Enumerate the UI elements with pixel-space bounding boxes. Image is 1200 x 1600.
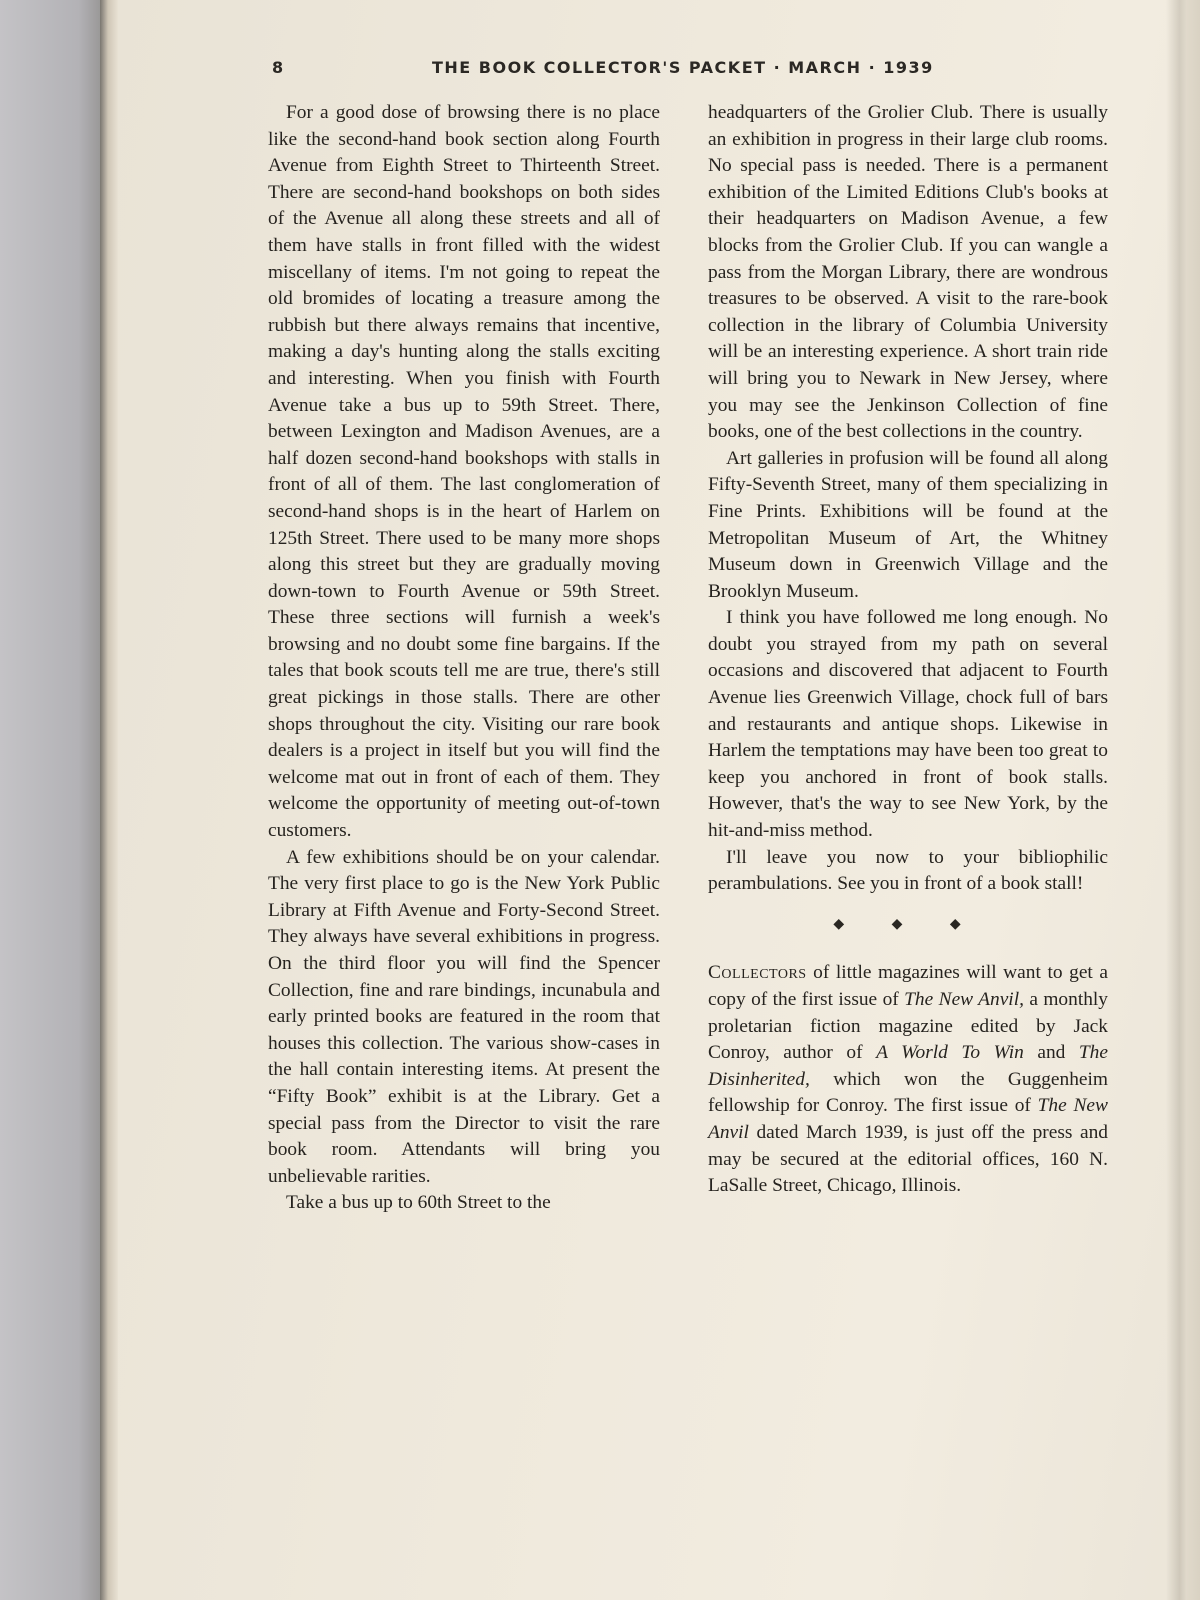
note-title-new-anvil: The New Anvil, [904, 989, 1024, 1010]
note-text-2: a monthly proletarian fiction magazine edited by Jack Conroy, author of [708, 989, 1108, 1064]
page-edge [100, 0, 118, 1600]
note-text-4: which won the Guggenheim fellowship for Conroy. The first issue of [708, 1068, 1108, 1117]
note-text-5: dated March 1939, is just off the press and may be secured at the editorial offices, 160 N. LaSalle Street, Chicago, Illinois. [708, 1121, 1108, 1197]
paragraph-browsing: For a good dose of browsing there is no place like the second-hand book section along Fourth Avenue from Eighth Street to Thirteenth Street. There are second-hand bookshops on both sides of the Avenue all along these streets and all of them have stalls in front filled with the widest miscellany of items. I'm not going to repeat the old bromides of locating a treasure among the rubbish but there always remains that incentive, making a day's hunting along the stalls exciting and interesting. When you finish with Fourth Avenue take a bus up to 59th Street. There, between Lexington and Madison Avenues, are a half dozen second-hand bookshops with stalls in front of all of them. The last conglomeration of second-hand shops is in the heart of Harlem on 125th Street. There used to be many more shops along this street but they are gradually moving down-town to Fourth Avenue or 59th Street. These three sections will furnish a week's browsing and no doubt some fine bargains. If the tales that book scouts tell me are true, there's still great pickings in those stalls. There are other shops throughout the city. Visiting our rare book dealers is a project in itself but you will find the welcome mat out in front of each of them. They welcome the opportunity of meeting out-of-town customers. [268, 102, 660, 842]
note-text-1: of little magazines will want to get a copy of the first issue of [708, 962, 1108, 1010]
page-number: 8 [272, 58, 285, 77]
next-page-edge [1166, 0, 1200, 1600]
paragraph-followed-me: I think you have followed me long enough. No doubt you strayed from my path on several occasions and discovered that adjacent to Fourth Avenue lies Greenwich Village, chock full of bars and restaurants and antique shops. Likewise in Harlem the temptations may have been too great to keep you anchored in front of book stalls. However, that's the way to see New York, by the hit-and-miss method. [708, 607, 1108, 842]
note-title-new-anvil-2: The New Anvil [708, 1095, 1108, 1143]
paragraph-exhibitions: A few exhibitions should be on your calendar. The very first place to go is the New York Public Library at Fifth Avenue and Forty-Second Street. They always have several exhibitions in progress. On the third floor you will find the Spencer Collection, fine and rare bindings, incunabula and early printed books are featured in the room that houses this collection. The various show-cases in the hall contain interesting items. At present the “Fifty Book” exhibit is at the Library. Get a special pass from the Director to visit the rare book room. Attendants will bring you unbelievable rarities. [268, 846, 660, 1187]
left-column [268, 100, 660, 1217]
new-anvil-note [708, 960, 1108, 1199]
section-ornament: ◆ ◆ ◆ [833, 916, 983, 932]
note-title-disinherited: The Disinherited, [708, 1042, 1108, 1090]
running-header [262, 58, 947, 86]
paragraph-art-galleries: Art galleries in profusion will be found all along Fifty-Seventh Street, many of them specializing in Fine Prints. Exhibitions will be found at the Metropolitan Museum of Art, the Whitney Museum down in Greenwich Village and the Brooklyn Museum. [708, 447, 1108, 602]
paragraph-farewell: I'll leave you now to your bibliophilic perambulations. See you in front of a book stall! [708, 846, 1108, 895]
note-title-world-to-win: A World To Win [876, 1042, 1024, 1064]
running-title: THE BOOK COLLECTOR'S PACKET · MARCH · 1939 [432, 58, 934, 77]
note-lead-word: Collectors [708, 962, 807, 984]
paragraph-bus-to-60th: Take a bus up to 60th Street to the [286, 1192, 551, 1214]
background-surface [0, 0, 112, 1600]
note-text-3: and [1023, 1042, 1079, 1064]
right-column [708, 100, 1108, 1200]
paragraph-grolier-continuation: headquarters of the Grolier Club. There is usually an exhibition in progress in their large club rooms. No special pass is needed. There is a permanent exhibition of the Limited Editions Club's books at their headquarters on Madison Avenue, a few blocks from the Grolier Club. If you can wangle a pass from the Morgan Library, there are wondrous treasures to be observed. A visit to the rare-book collection in the library of Columbia University will be an interesting experience. A short train ride will bring you to Newark in New Jersey, where you may see the Jenkinson Collection of fine books, one of the best collections in the country. [708, 102, 1108, 443]
